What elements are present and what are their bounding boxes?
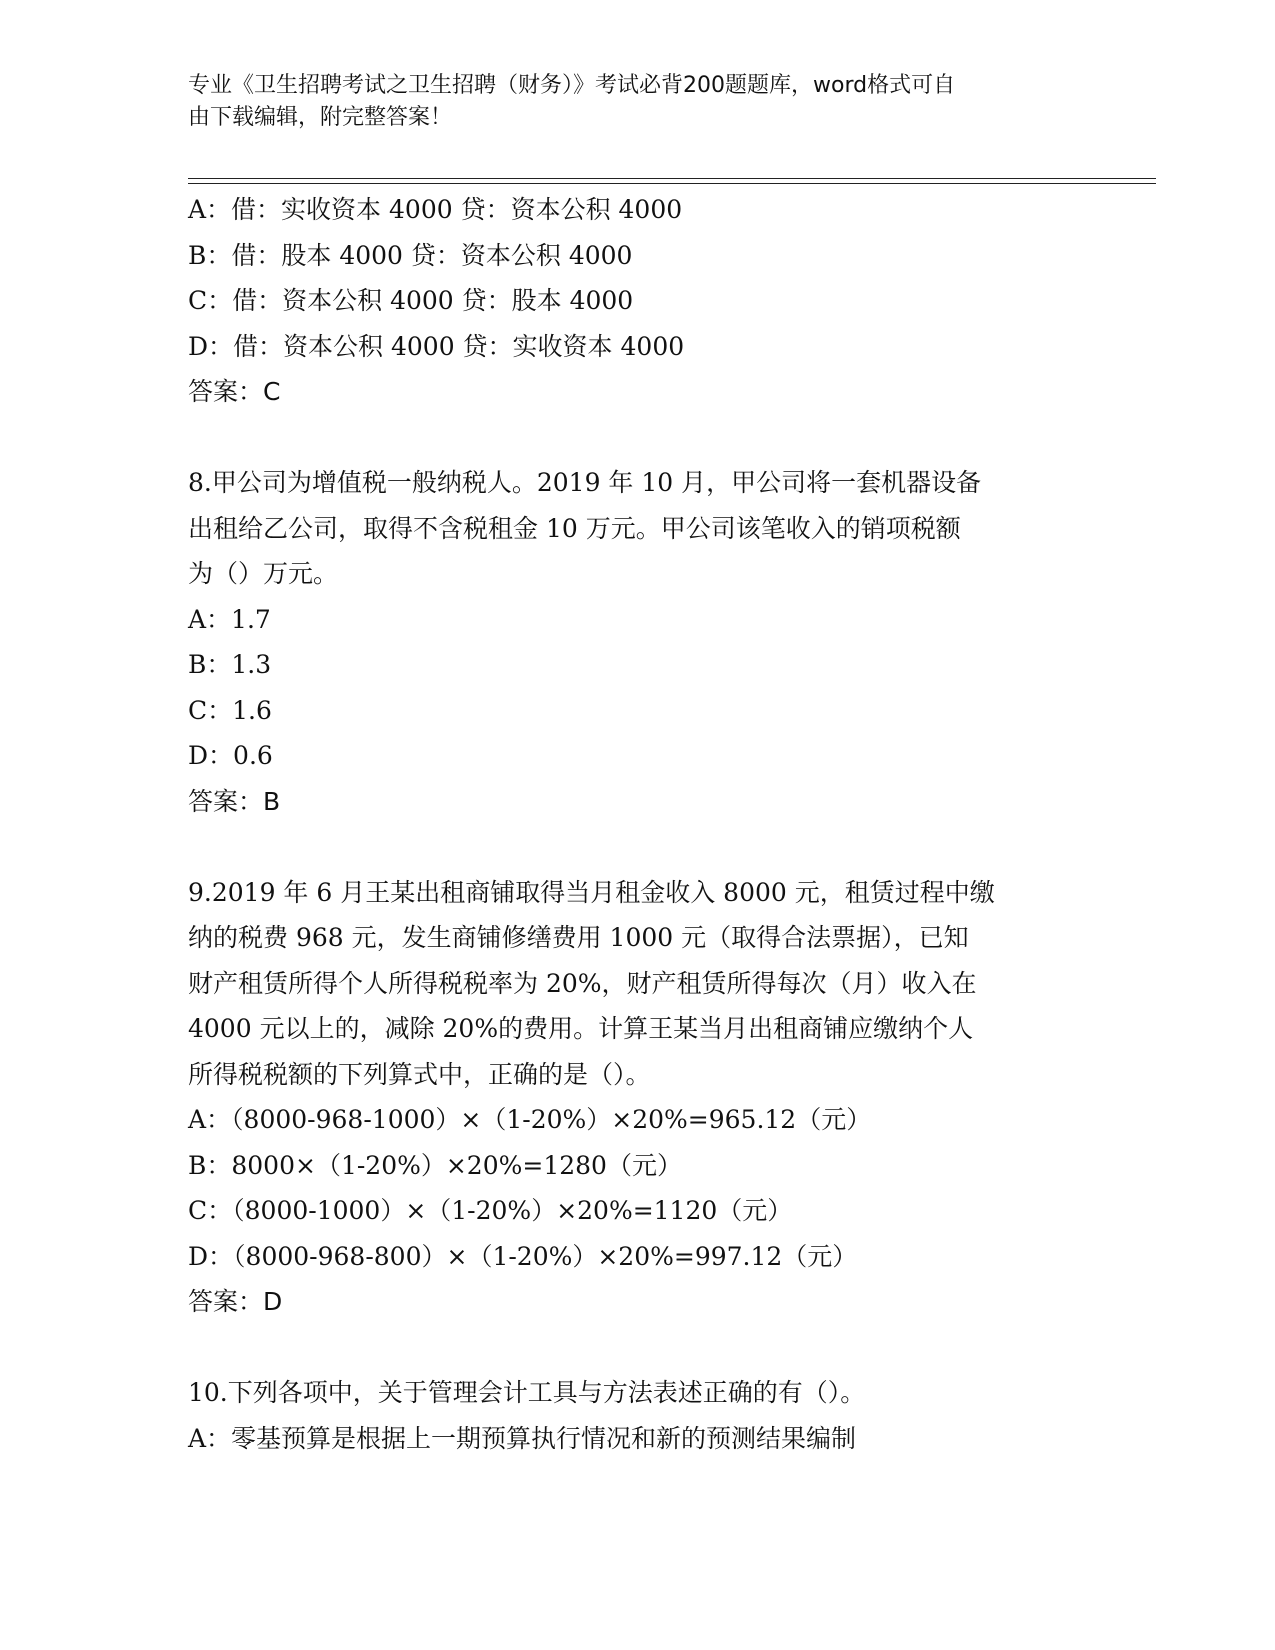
header-divider-bottom <box>188 183 1156 184</box>
option-c: C：（8000-1000）×（1-20%）×20%=1120（元） <box>188 1196 793 1225</box>
question-stem-line: 为（）万元。 <box>188 559 339 588</box>
option-c: C：借：资本公积 4000 贷：股本 4000 <box>188 286 634 315</box>
option-a: A：零基预算是根据上一期预算执行情况和新的预测结果编制 <box>188 1423 857 1453</box>
question-stem-line: 出租给乙公司，取得不含税租金 10 万元。甲公司该笔收入的销项税额 <box>188 513 961 543</box>
option-d: D：（8000-968-800）×（1-20%）×20%=997.12（元） <box>188 1241 858 1271</box>
question-10 <box>188 1370 1088 1461</box>
spacer <box>188 1325 1088 1371</box>
document-body <box>188 187 1088 1461</box>
option-a: A：1.7 <box>188 604 271 634</box>
question-stem-line: 财产租赁所得个人所得税税率为 20%，财产租赁所得每次（月）收入在 <box>188 968 977 998</box>
question-8 <box>188 460 1088 824</box>
question-7 <box>188 187 1088 415</box>
header-line-2: 由下载编辑，附完整答案！ <box>188 105 453 130</box>
answer: 答案：C <box>188 377 281 406</box>
spacer <box>188 824 1088 870</box>
question-9 <box>188 870 1088 1325</box>
question-stem-line: 9.2019 年 6 月王某出租商铺取得当月租金收入 8000 元，租赁过程中缴 <box>188 877 995 907</box>
spacer <box>188 415 1088 461</box>
question-stem-line: 10.下列各项中，关于管理会计工具与方法表述正确的有（）。 <box>188 1378 866 1407</box>
answer: 答案：D <box>188 1287 283 1316</box>
option-d: D：0.6 <box>188 741 273 770</box>
question-stem-line: 所得税税额的下列算式中，正确的是（）。 <box>188 1059 651 1089</box>
option-a: A：（8000-968-1000）×（1-20%）×20%=965.12（元） <box>188 1105 872 1134</box>
question-stem-line: 纳的税费 968 元，发生商铺修缮费用 1000 元（取得合法票据），已知 <box>188 923 969 952</box>
question-stem-line: 4000 元以上的，减除 20%的费用。计算王某当月出租商铺应缴纳个人 <box>188 1014 974 1043</box>
question-stem-line: 8.甲公司为增值税一般纳税人。2019 年 10 月，甲公司将一套机器设备 <box>188 468 982 497</box>
option-b: B：8000×（1-20%）×20%=1280（元） <box>188 1150 682 1180</box>
header-divider-top <box>188 178 1156 179</box>
option-a: A：借：实收资本 4000 贷：资本公积 4000 <box>188 195 683 224</box>
answer: 答案：B <box>188 786 281 816</box>
option-d: D：借：资本公积 4000 贷：实收资本 4000 <box>188 331 685 361</box>
header-line-1: 专业《卫生招聘考试之卫生招聘（财务）》考试必背200题题库，word格式可自 <box>188 73 956 98</box>
option-c: C：1.6 <box>188 695 272 725</box>
option-b: B：1.3 <box>188 650 272 679</box>
option-b: B：借：股本 4000 贷：资本公积 4000 <box>188 240 633 270</box>
page-header <box>188 70 1068 134</box>
